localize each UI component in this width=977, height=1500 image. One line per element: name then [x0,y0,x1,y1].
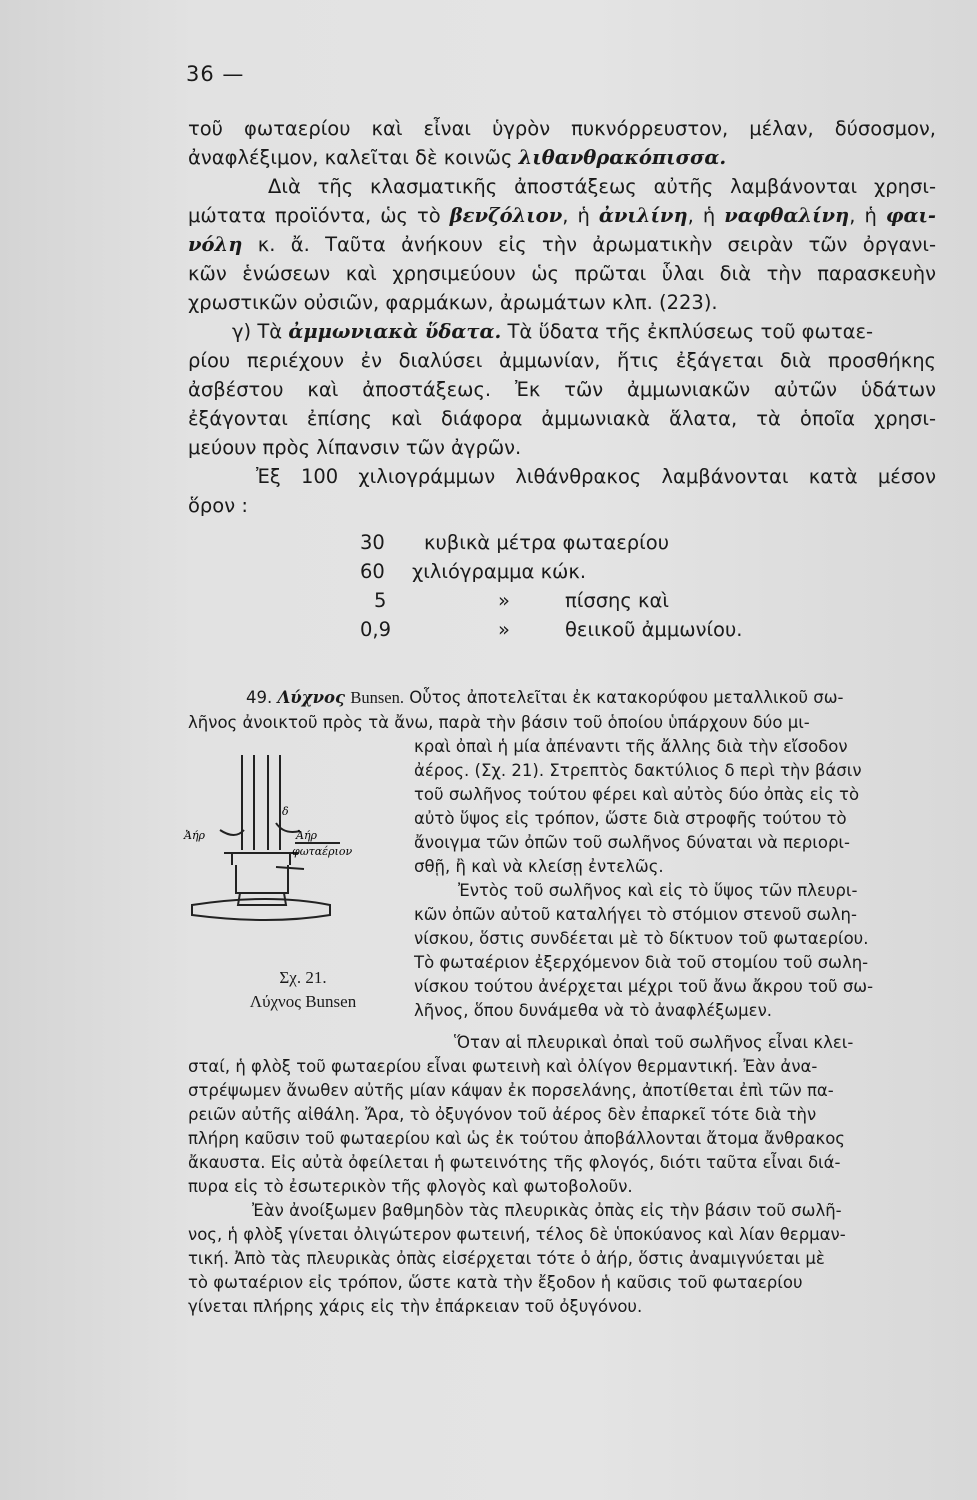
air-label-left: Ἀήρ [184,829,206,842]
bottom-text-block: Ὅταν αἱ πλευρικαὶ ὀπαὶ τοῦ σωλῆνος εἶναι κλει- σταί, ἡ φλὸξ τοῦ φωταερίου εἶναι φωτεινὴ καὶ ὀλίγον θερμαντική. Ἐὰν ἀνα- στρέψωμεν ἄνωθεν αὐτῆς μίαν κάψαν ἐκ πορσελάνης, ἀποτίθεται ἐπὶ τῶν πα- ρειῶν αὐτῆς αἰθάλη. Ἄρα, τὸ ὀξυγόνον τοῦ ἀέρος δὲν ἐπαρκεῖ τότε διὰ τὴν πλήρη καῦσιν τοῦ φωταερίου καὶ ὡς ἐκ τούτου ἀποβάλλονται ἄτομα ἄνθρακος ἄκαυστα. Εἰς αὐτὰ ὀφείλεται ἡ φωτεινότης τῆς φλογός, διότι ταῦτα εἶναι διά- πυρα εἰς τὸ ἐσωτερικὸν τῆς φλογὸς καὶ φωτοβολοῦν. Ἐὰν ἀνοίξωμεν βαθμηδὸν τὰς πλευρικὰς ὀπὰς εἰς τὴν βάσιν τοῦ σωλῆ- νος, ἡ φλὸξ γίνεται ὀλιγώτερον φωτεινή, τέλος δὲ ὑποκύανος καὶ λίαν θερμαν- τική. Ἀπὸ τὰς πλευρικὰς ὀπὰς εἰσέρχεται τότε ὁ ἀήρ, ὅστις ἀναμιγνύεται μὲ τὸ φωταέριον εἰς τρόπον, ὥστε κατὰ τὴν ἔξοδον ἡ καῦσις τοῦ φωταερίου γίνεται πλήρης χάρις εἰς τὴν ἐπάρκειαν τοῦ ὀξυγόνου. [188,1033,854,1316]
text-line: ὅρον : [188,494,248,517]
text-line: μεύουν πρὸς λίπανσιν τῶν ἀγρῶν. [188,436,522,459]
top-text-block [188,114,936,520]
text-line: Ἐξ 100 χιλιογράμμων λιθάνθρακος λαμβάνονται κατὰ μέσον [256,465,936,488]
text-line: ἀναφλέξιμον, καλεῖται δὲ κοινῶς λιθανθρακόπισσα. [188,146,727,169]
text-line: τοῦ φωταερίου καὶ εἶναι ὑγρὸν πυκνόρρευστον, μέλαν, δύσοσμον, [188,117,936,140]
text-line: ἐξάγονται ἐπίσης καὶ διάφορα ἀμμωνιακὰ ἅλατα, τὰ ὁποῖα χρησι- [188,407,936,430]
text-line: μώτατα προϊόντα, ὡς τὸ βενζόλιον, ἡ ἀνιλίνη, ἡ ναφθαλίνη, ἡ φαι- [188,204,936,227]
page-number: 36 — [186,62,245,86]
text-line: χρωστικῶν οὐσιῶν, φαρμάκων, ἀρωμάτων κλπ. (223). [188,291,718,314]
right-column-text: κραὶ ὀπαὶ ἡ μία ἀπέναντι τῆς ἄλλης διὰ τὴν εἴσοδον ἀέρος. (Σχ. 21). Στρεπτὸς δακτύλιος δ περὶ τὴν βάσιν τοῦ σωλῆνος τούτου φέρει καὶ αὐτὸς δύο ὀπὰς εἰς τὸ αὐτὸ ὕψος εἰς τρόπον, ὥστε διὰ στροφῆς τούτου τὸ ἄνοιγμα τῶν ὀπῶν τοῦ σωλῆνος δύναται νὰ περιορι- σθῇ, ἢ καὶ νὰ κλείσῃ ἐντελῶς. Ἐντὸς τοῦ σωλῆνος καὶ εἰς τὸ ὕψος τῶν πλευρι- κῶν ὀπῶν αὐτοῦ καταλήγει τὸ στόμιον στενοῦ σωλη- νίσκου, ὅστις συνδέεται μὲ τὸ δίκτυον τοῦ φωταερίου. Τὸ φωταέριον ἐξερχόμενον διὰ τοῦ στομίου τοῦ σωλη- νίσκου τούτου ἀνέρχεται μέχρι τοῦ ἄνω ἄκρου τοῦ σω- λῆνος, ὅπου δυνάμεθα νὰ τὸ ἀναφλέξωμεν. [414,737,874,1020]
text-line: κῶν ἑνώσεων καὶ χρησιμεύουν ὡς πρῶται ὗλαι διὰ τὴν παρασκευὴν [188,262,936,285]
text-line: Διὰ τῆς κλασματικῆς ἀποστάξεως αὐτῆς λαμβάνονται χρησι- [268,175,936,198]
text-line: νόλη κ. ἄ. Ταῦτα ἀνήκουν εἰς τὴν ἀρωματικὴν σειρὰν τῶν ὀργανι- [188,233,936,256]
figure-caption: Σχ. 21. Λύχνος Bunsen [249,968,357,1011]
text-line: γ) Τὰ ἀμμωνιακὰ ὕδατα. Τὰ ὕδατα τῆς ἐκπλύσεως τοῦ φωταε- [232,320,874,343]
text-line: λῆνος ἀνοικτοῦ πρὸς τὰ ἄνω, παρὰ τὴν βάσιν τοῦ ὁποίου ὑπάρχουν δύο μι- [188,713,810,732]
text-line: ἀσβέστου καὶ ἀποστάξεως. Ἐκ τῶν ἀμμωνιακῶν αὐτῶν ὑδάτων [188,378,936,401]
delta-label: δ [282,805,289,818]
air-label-right: Ἀήρ [296,829,318,842]
book-page: 36 — τοῦ φωταερίου καὶ εἶναι ὑγρὸν πυκνόρρευστον, μέλαν, δύσοσμον, ἀναφλέξιμον, καλεῖται δὲ κοινῶς λιθανθρακόπισσα. Διὰ τῆς κλασματικῆς ἀποστάξεως αὐτῆς λαμβάνονται χρησι- μώτατα προϊόντα, ὡς τὸ βενζόλιον, ἡ ἀνιλίνη, ἡ ναφθαλίνη, ἡ φαι- νόλη κ. ἄ. Ταῦτα ἀνήκουν εἰς τὴν ἀρωματικὴν σειρὰν τῶν ὀργανι- κῶν ἑνώσεων καὶ χρησιμεύουν ὡς πρῶται ὗλαι διὰ τὴν παρασκευὴν χρωστικῶν οὐσιῶν, φαρμάκων, ἀρωμάτων κλπ. (223). γ) Τὰ ἀμμωνιακὰ ὕδατα. Τὰ ὕδατα τῆς ἐκπλύσεως τοῦ φωταε- ρίου περιέχουν ἐν διαλύσει ἀμμωνίαν, ἥτις ἐξάγεται διὰ προσθήκης ἀσβέστου καὶ ἀποστάξεως. Ἐκ τῶν ἀμμωνιακῶν αὐτῶν ὑδάτων ἐξάγονται ἐπίσης καὶ διάφορα ἀμμωνιακὰ ἅλατα, τὰ ὁποῖα χρησι- μεύουν πρὸς λίπανσιν τῶν ἀγρῶν. Ἐξ 100 χιλιογράμμων λιθάνθρακος λαμβάνονται κατὰ μέσον ὅρον : 30 κυβικὰ μέτρα φωταερίου 60 χιλιόγραμμα κώκ. 5 » πίσσης καὶ 0,9 » θειικοῦ ἀμμωνίου. 49. Λύχνος Bunsen. Οὗτος ἀποτελεῖται ἐκ κατακορύφου μεταλλικοῦ σω- λῆνος ἀνοικτοῦ πρὸς τὰ ἄνω, παρὰ τὴν βάσιν τοῦ ὁποίου ὑπάρχουν δύο μι- κραὶ ὀπαὶ ἡ μία ἀπέναντι τῆς ἄλλης διὰ τὴν εἴσοδον ἀέρος. (Σχ. 21). Στρεπτὸς δακτύλιος δ περὶ τὴν βάσιν τοῦ σωλῆνος τούτου φέρει καὶ αὐτὸς δύο ὀπὰς εἰς τὸ αὐτὸ ὕψος εἰς τρόπον, ὥστε διὰ στροφῆς τούτου τὸ ἄνοιγμα τῶν ὀπῶν τοῦ σωλῆνος δύναται νὰ περιορι- σθῇ, ἢ καὶ νὰ κλείσῃ ἐντελῶς. Ἐντὸς τοῦ σωλῆνος καὶ εἰς τὸ ὕψος τῶν πλευρι- κῶν ὀπῶν αὐτοῦ καταλήγει τὸ στόμιον στενοῦ σωλη- νίσκου, ὅστις συνδέεται μὲ τὸ δίκτυον τοῦ φωταερίου. Τὸ φωταέριον ἐξερχόμενον διὰ τοῦ στομίου τοῦ σωλη- νίσκου τούτου ἀνέρχεται μέχρι τοῦ ἄνω ἄκρου τοῦ σω- λῆνος, ὅπου δυνάμεθα νὰ τὸ ἀναφλέξωμεν. Ἀήρ δ Ἀήρ φωταέριον Σχ. 21. Λύχνος Bunsen Ὅταν αἱ πλευρικαὶ ὀπαὶ τοῦ σωλῆνος εἶναι κλει- σταί, ἡ φλὸξ τοῦ φωταερίου εἶναι φωτεινὴ καὶ ὀλίγον θερμαντική. Ἐὰν ἀνα- στρέψωμεν ἄνωθεν αὐτῆς μίαν κάψαν ἐκ πορσελάνης, ἀποτίθεται ἐπὶ τῶν πα- ρειῶν αὐτῆς αἰθάλη. Ἄρα, τὸ ὀξυγόνον τοῦ ἀέρος δὲν ἐπαρκεῖ τότε διὰ τὴν πλήρη καῦσιν τοῦ φωταερίου καὶ ὡς ἐκ τούτου ἀποβάλλονται ἄτομα ἄνθρακος ἄκαυστα. Εἰς αὐτὰ ὀφείλεται ἡ φωτεινότης τῆς φλογός, διότι ταῦτα εἶναι διά- πυρα εἰς τὸ ἐσωτερικὸν τῆς φλογὸς καὶ φωτοβολοῦν. Ἐὰν ἀνοίξωμεν βαθμηδὸν τὰς πλευρικὰς ὀπὰς εἰς τὴν βάσιν τοῦ σωλῆ- νος, ἡ φλὸξ γίνεται ὀλιγώτερον φωτεινή, τέλος δὲ ὑποκύανος καὶ λίαν θερμαν- τική. Ἀπὸ τὰς πλευρικὰς ὀπὰς εἰσέρχεται τότε ὁ ἀήρ, ὅστις ἀναμιγνύεται μὲ τὸ φωταέριον εἰς τρόπον, ὥστε κατὰ τὴν ἔξοδον ἡ καῦσις τοῦ φωταερίου γίνεται πλήρης χάρις εἰς τὴν ἐπάρκειαν τοῦ ὀξυγόνου. [0,0,977,1500]
gas-label: φωταέριον [292,845,353,858]
bunsen-burner-figure [180,755,360,930]
section-49-head: 49. Λύχνος Bunsen. Οὗτος ἀποτελεῖται ἐκ κατακορύφου μεταλλικοῦ σω- [246,688,844,707]
section-number: 49. [246,688,273,707]
text-line: ρίου περιέχουν ἐν διαλύσει ἀμμωνίαν, ἥτις ἐξάγεται διὰ προσθήκης [188,349,936,372]
section-title: Λύχνος [277,688,346,707]
